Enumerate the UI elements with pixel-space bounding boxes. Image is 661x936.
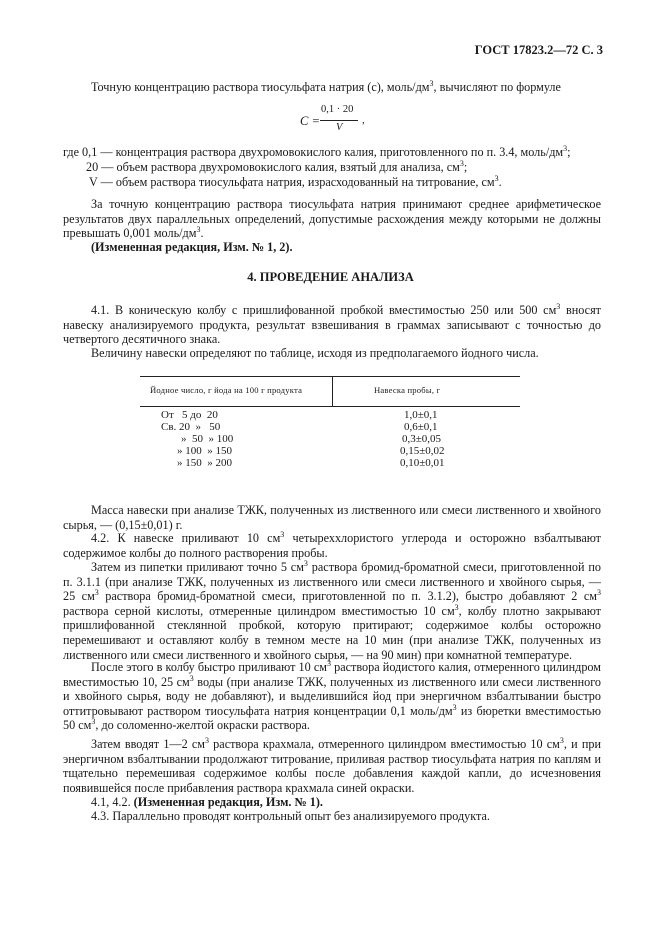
amendment-note-2 — [91, 795, 323, 810]
mass-paragraph: Масса навески при анализе ТЖК, полученных из лиственного или смеси лиственного и хвойного сырья, — (0,15±0,01) г. — [63, 503, 601, 532]
page-header: ГОСТ 17823.2—72 С. 3 — [474, 43, 603, 57]
table-row — [140, 445, 520, 457]
where-line-1: где 0,1 — концентрация раствора двухромовокислого калия, приготовленного по п. 3.4, моль/$дм^3$; — [63, 143, 571, 159]
table-cell-sample: 0,3±0,05 — [402, 433, 442, 445]
table-row — [140, 409, 520, 421]
sample-size-paragraph: Величину навески определяют по таблице, исходя из предполагаемого йодного числа. — [91, 346, 539, 360]
exact-concentration-paragraph: За точную концентрацию раствора тиосульфата натрия принимают среднее арифметическое результатов двух параллельных определений, допустимые расхождения между которыми не должны превышать 0,001 моль/$дм^3$. — [63, 197, 601, 241]
amendment-note-1: (Измененная редакция, Изм. № 1, 2). — [91, 240, 293, 254]
table-cell-range: От 5 до 20 — [161, 409, 218, 421]
formula-numerator: 0,1 · 20 — [321, 104, 354, 115]
pipette-paragraph: Затем из пипетки приливают точно 5 $см^3$ раствора бромид-броматной смеси, приготовленной по п. 3.1.1 (при анализе ТЖК, полученных из лиственного или смеси лиственного и хвойного сырья, — 25 $см^3$ раствора бромид-броматной смеси, приготовленной по п. 3.1.2), быстро добавляют 2 $см^3$ раствора серной кислоты, отмеренные цилиндром вместимостью 10 $см^3$, колбу плотно закрывают пришлифованной стеклянной пробкой, которую притирают; содержимое колбы осторожно перемешивают и оставляют колбу в темном месте на 10 мин (при анализе ТЖК, полученных из лиственного или смеси лиственного и хвойного сырья, — на 90 мин) при комнатной температуре. — [63, 558, 602, 662]
amendment-2-prefix: 4.1, 4.2. — [91, 795, 131, 809]
paragraph-4-2: 4.2. К навеске приливают 10 $см^3$ четыреххлористого углерода и осторожно взбалтывают содержимое колбы до полного растворения пробы. — [63, 529, 601, 560]
table-cell-sample: 1,0±0,1 — [404, 409, 438, 421]
section-title: 4. ПРОВЕДЕНИЕ АНАЛИЗА — [247, 270, 414, 284]
table-cell-sample: 0,6±0,1 — [404, 421, 438, 433]
formula-lhs: C = — [300, 114, 320, 128]
table-cell-range: » 150 » 200 — [177, 457, 232, 469]
paragraph-4-3: 4.3. Параллельно проводят контрольный опыт без анализируемого продукта. — [91, 809, 490, 823]
amendment-2-text: (Измененная редакция, Изм. № 1). — [133, 795, 323, 809]
intro-text: Точную концентрацию раствора тиосульфата натрия (c), моль/$дм^3$, вычисляют по формуле — [91, 78, 561, 94]
after-paragraph: После этого в колбу быстро приливают 10 $см^3$ раствора йодистого калия, отмеренного цилиндром вместимостью 10, 25 $см^3$ воды (при анализе ТЖК, полученных из лиственного или смеси лиственного и хвойного сырья, воду не добавляют), и выделившийся йод при энергичном взбалтывании быстро оттитровывают раствором тиосульфата натрия концентрации 0,1 моль/$дм^3$ из бюретки вместимостью 50 $см^3$, до соломенно-желтой окраски раствора. — [63, 658, 601, 733]
where-line-3: V — объем раствора тиосульфата натрия, израсходованный на титрование, $см^3$. — [89, 173, 502, 189]
table-row — [140, 457, 520, 469]
table-cell-range: Св. 20 » 50 — [161, 421, 221, 433]
table-cell-range: » 50 » 100 — [181, 433, 234, 445]
table-cell-sample: 0,15±0,02 — [400, 445, 445, 457]
table-header-sample: Навеска пробы, г — [374, 385, 441, 395]
paragraph-4-1: 4.1. В коническую колбу с пришлифованной пробкой вместимостью 250 или 500 $см^3$ вносят навеску анализируемого продукта, результат взвешивания в граммах записывают с точностью до четвертого десятичного знака. — [63, 301, 601, 347]
table-header — [140, 376, 520, 407]
table-row — [140, 421, 520, 433]
where-line-2: 20 — объем раствора двухромовокислого калия, взятый для анализа, $см^3$; — [86, 158, 468, 174]
table-row — [140, 433, 520, 445]
table-header-iodine: Йодное число, г йода на 100 г продукта — [150, 385, 303, 395]
table-divider — [332, 377, 333, 406]
fraction-bar — [320, 120, 358, 121]
table-cell-sample: 0,10±0,01 — [400, 457, 445, 469]
table-cell-range: » 100 » 150 — [177, 445, 232, 457]
starch-paragraph: Затем вводят 1—2 $см^3$ раствора крахмала, отмеренного цилиндром вместимостью 10 $см^3$, и при энергичном взбалтывании продолжают титрование, приливая раствор тиосульфата натрия по каплям и тщательно перемешивая содержимое колбы после добавления каждой капли, до исчезновения появившейся после прибавления раствора крахмала синей окраски. — [63, 735, 601, 795]
formula-tail: , — [362, 114, 365, 126]
formula-denominator: V — [336, 122, 343, 133]
